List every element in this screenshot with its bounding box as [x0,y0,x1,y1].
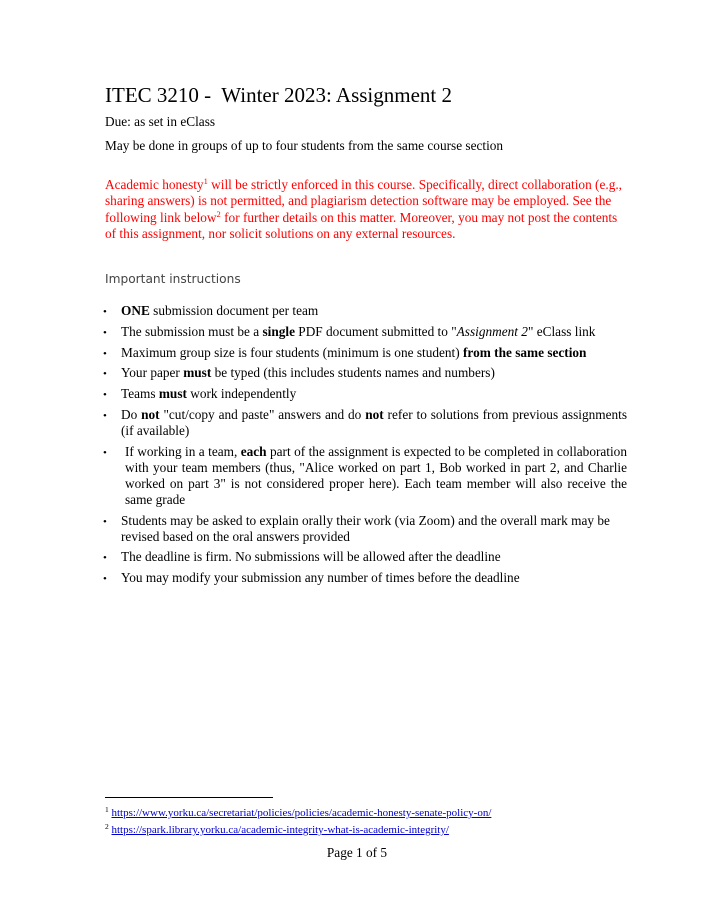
item-text: " eClass link [527,323,596,339]
list-item [0,570,714,586]
honesty-text-1: Academic honesty [105,177,204,192]
bullet-icon: • [103,552,107,565]
emphasis: must [183,365,212,381]
emphasis: from the same section [463,344,587,360]
list-item [0,444,714,508]
due-date: Due: as set in eClass [105,114,216,129]
item-text: refer to solutions from previous assignments (if available) [121,406,628,438]
list-item [0,345,714,361]
item-text: The submission must be a [121,323,263,339]
item-text: part of the assignment is expected to be completed in collaboration with your team members (thus, "Alice worked on part 1, Bob worked in part 2, and Charlie worked on part 3" is not considered proper here). Each team member will also receive the same grade [125,443,627,507]
item-text: Teams [121,386,159,402]
instructions-heading: Important instructions [105,272,241,286]
bullet-icon: • [103,446,107,459]
bullet-icon: • [103,389,107,402]
list-item [0,324,714,340]
emphasis: not [365,406,384,422]
instructions-list [0,303,714,591]
footnote-1 [105,807,491,820]
item-text: Students may be asked to explain orally their work (via Zoom) and the overall mark may be revised based on the oral answers provided [121,512,610,544]
italic-text: Assignment 2 [456,323,528,339]
academic-honesty-paragraph [105,177,627,242]
list-item [0,386,714,402]
list-item [0,303,714,319]
bullet-icon: • [103,368,107,381]
item-text: The deadline is firm. No submissions will be allowed after the deadline [121,549,501,565]
footnote-number: 1 [105,805,109,814]
list-item [0,513,714,545]
emphasis: each [240,443,267,459]
honesty-text-3: for further details on this matter. Moreover, you may not post the contents of this assignment, nor solicit solutions on any external resources. [105,209,618,241]
footnote-separator [105,797,273,798]
item-text: Do [121,406,142,422]
emphasis: not [141,406,160,422]
item-text: "cut/copy and paste" answers and do [159,406,366,422]
item-text: work independently [186,386,297,402]
item-text: You may modify your submission any number of times before the deadline [121,570,520,586]
page-number: Page 1 of 5 [326,845,388,860]
footnote-2 [105,824,449,837]
bullet-icon: • [103,409,107,422]
item-text: submission document per team [149,303,319,318]
footnote-ref-1: 1 [203,176,208,186]
bullet-icon: • [103,515,107,528]
item-text: PDF document submitted to " [294,323,457,339]
emphasis: ONE [121,303,150,318]
group-info: May be done in groups of up to four students from the same course section [105,138,504,153]
item-text: Maximum group size is four students (minimum is one student) [121,344,463,360]
bullet-icon: • [103,326,107,339]
list-item [0,549,714,565]
footnote-ref-2: 2 [216,208,221,219]
item-text: If working in a team, [125,443,241,459]
footnote-link-2[interactable]: https://spark.library.yorku.ca/academic-integrity-what-is-academic-integrity/ [111,824,449,836]
footnote-link-1[interactable]: https://www.yorku.ca/secretariat/policies/policies/academic-honesty-senate-policy-on/ [111,807,492,819]
footnote-number: 2 [105,822,109,831]
bullet-icon: • [103,573,107,586]
document-title: ITEC 3210 - Winter 2023: Assignment 2 [105,83,452,107]
list-item [0,365,714,381]
item-text: be typed (this includes students names and numbers) [211,365,495,381]
bullet-icon: • [103,306,107,318]
honesty-text-2: will be strictly enforced in this course. Specifically, direct collaboration (e.g., sharing answers) is not permitted, and plagiarism detection software may be employed. See the following link below [105,177,623,225]
list-item [0,407,714,439]
bullet-icon: • [103,347,107,360]
item-text: Your paper [121,365,184,381]
emphasis: must [158,386,187,402]
emphasis: single [262,323,295,339]
